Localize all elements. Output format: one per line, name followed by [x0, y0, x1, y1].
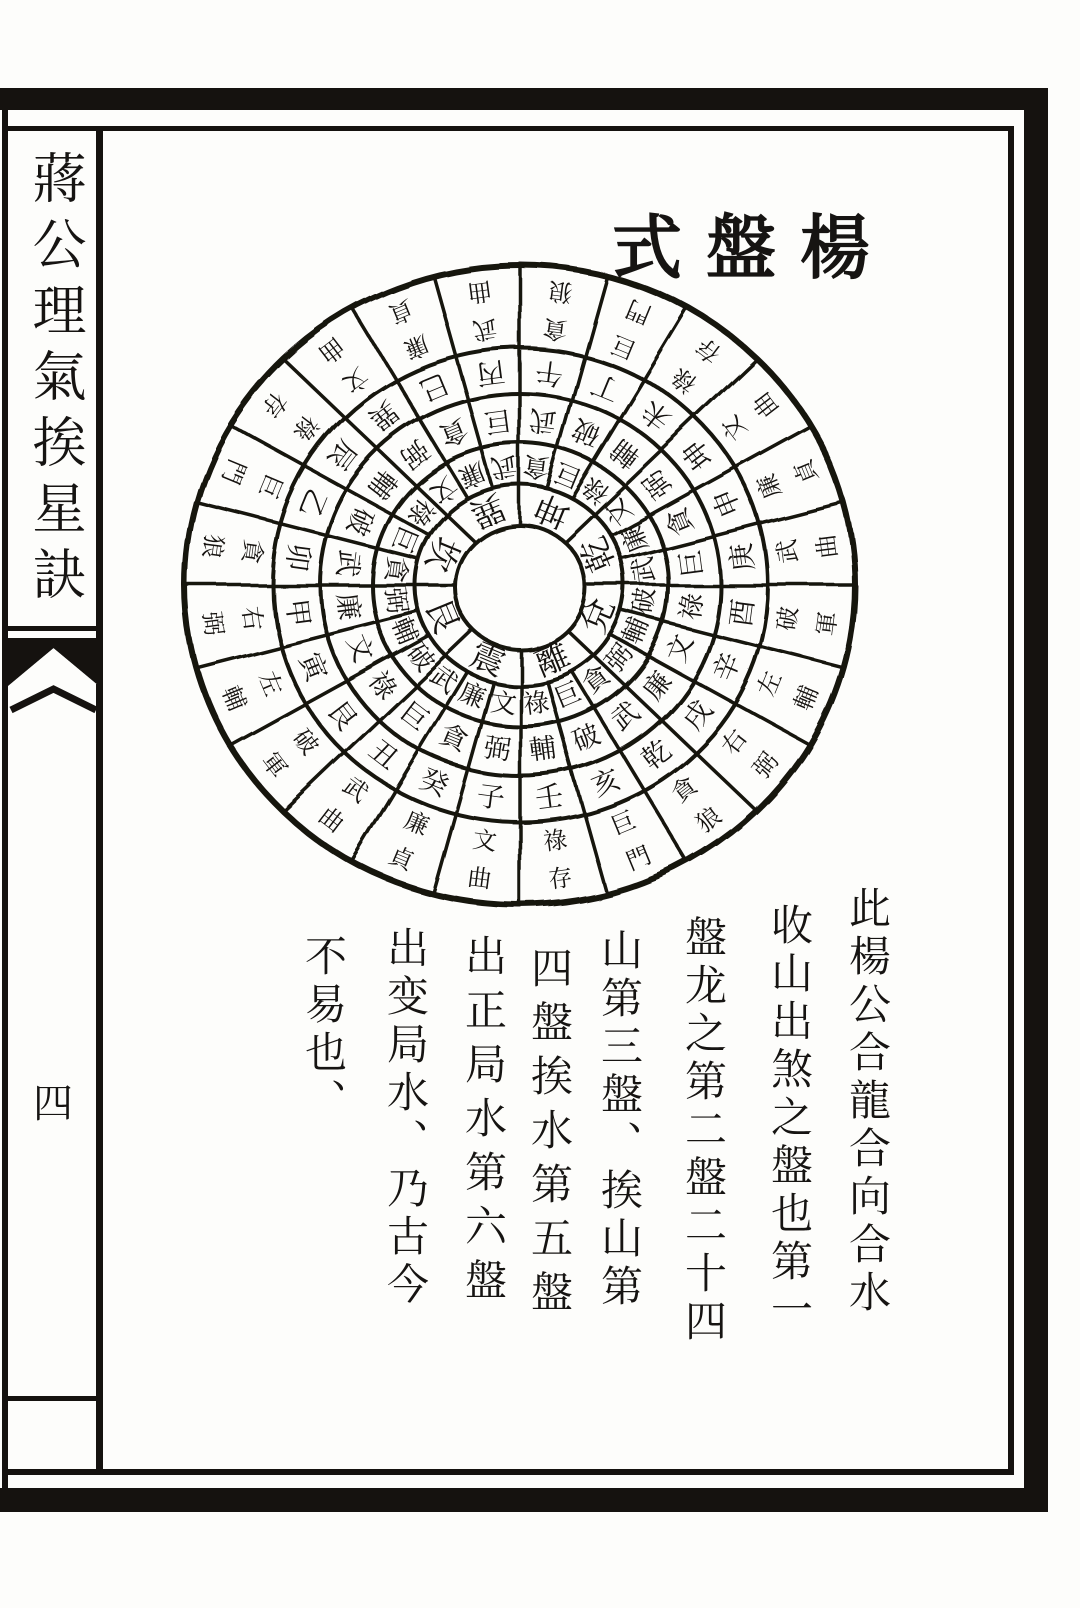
compass-ring-char: 軍 — [255, 747, 293, 784]
compass-ring-char: 弼 — [394, 432, 435, 474]
title-box-bottom-rule — [8, 626, 103, 631]
compass-ring-char: 巽 — [362, 393, 405, 437]
folio-page-number: 四 — [33, 1081, 73, 1127]
compass-ring-char: 弼 — [747, 747, 785, 784]
compass-ring-char: 丙 — [474, 354, 507, 392]
compass-ring-char: 輔 — [216, 681, 252, 715]
compass-ring-char: 巨 — [481, 403, 513, 438]
compass-ring-char: 兌 — [573, 592, 624, 640]
compass-ring-char: 破 — [568, 718, 605, 758]
compass-ring-char: 曲 — [465, 863, 494, 894]
compass-ring-char: 輔 — [617, 613, 655, 649]
compass-ring-char: 門 — [622, 294, 656, 330]
compass-ring-char: 震 — [464, 634, 511, 685]
compass-ring-char: 巨 — [606, 805, 640, 841]
compass-ring-char: 曲 — [811, 532, 843, 561]
compass-ring-char: 巳 — [415, 366, 454, 408]
compass-ring-char: 弼 — [599, 638, 640, 678]
compass-ring-char: 離 — [529, 634, 576, 685]
inner-frame-bottom — [8, 1469, 1014, 1475]
compass-ring-char: 右 — [715, 724, 753, 761]
compass-ring-char: 祿 — [675, 591, 710, 623]
compass-ring-char: 貪 — [435, 718, 472, 758]
compass-ring-char: 輔 — [361, 463, 403, 505]
compass-ring-char: 祿 — [521, 687, 552, 721]
compass-ring-char: 貪 — [521, 449, 552, 483]
margin-column-rule — [8, 1396, 98, 1401]
book-title: 蔣公理氣挨星訣 — [24, 150, 87, 612]
compass-ring-char: 右 — [236, 604, 268, 633]
compass-ring-char: 武 — [330, 547, 365, 579]
compass-ring-char: 壬 — [533, 778, 566, 816]
compass-ring-char: 武 — [337, 771, 374, 809]
compass-ring-char: 左 — [752, 667, 788, 701]
compass-ring-char: 弼 — [378, 585, 413, 616]
compass-sector-line — [566, 629, 594, 656]
compass-ring-char: 文 — [337, 361, 374, 399]
compass-ring-char: 文 — [488, 687, 519, 721]
compass-ring-char: 祿 — [541, 825, 569, 857]
compass-ring-char: 貪 — [541, 313, 569, 345]
compass-ring-char: 未 — [635, 393, 678, 437]
compass-ring-char: 武 — [527, 403, 559, 438]
compass-ring-char: 貪 — [577, 660, 616, 701]
compass-ring-char: 曲 — [313, 801, 350, 839]
compass-ring-char: 門 — [216, 455, 252, 489]
diagram-title: 式盤楊 — [612, 206, 894, 289]
text-column-1: 此楊公合龍合向合水 — [843, 886, 892, 1318]
compass-ring-char: 巨 — [550, 677, 586, 715]
compass-ring-char: 巨 — [550, 455, 586, 493]
compass-ring-char: 戌 — [676, 694, 720, 737]
compass-ring-char: 破 — [400, 638, 441, 678]
compass-ring-char: 巨 — [606, 329, 640, 365]
compass-ring-char: 巨 — [394, 696, 435, 738]
compass-ring-char: 辛 — [706, 647, 748, 687]
text-column-7: 出变局水、乃古今 — [381, 926, 430, 1310]
compass-ring-char: 破 — [287, 724, 325, 761]
compass-ring-char: 武 — [488, 449, 519, 483]
compass-ring-char: 廉 — [752, 469, 788, 503]
compass-ring-char: 貞 — [788, 455, 824, 489]
compass-ring-char: 狼 — [546, 276, 575, 307]
compass-ring-char: 狼 — [690, 801, 727, 839]
text-column-6: 出正局水第六盤 — [459, 934, 508, 1312]
compass-ring-char: 乙 — [292, 483, 334, 523]
compass-ring-char: 貞 — [384, 294, 418, 330]
compass-ring-char: 貪 — [435, 412, 472, 452]
compass-ring-char: 庚 — [723, 541, 761, 574]
compass-ring-char: 左 — [252, 667, 288, 701]
compass-ring-char: 廉 — [330, 591, 365, 623]
compass-ring-char: 武 — [471, 313, 499, 345]
compass-ring-char: 廉 — [400, 329, 434, 365]
inner-frame-right — [1008, 126, 1014, 1474]
compass-ring-char: 武 — [627, 554, 662, 585]
luopan-compass-diagram — [150, 235, 895, 937]
compass-ring-char: 武 — [772, 537, 804, 566]
compass-ring-char: 存 — [690, 331, 727, 369]
compass-ring-char: 祿 — [287, 409, 325, 446]
compass-ring-char: 坤 — [529, 485, 576, 536]
compass-ring-char: 坤 — [676, 433, 720, 476]
compass-ring-char: 破 — [568, 412, 605, 452]
compass-ring-char: 坎 — [416, 530, 467, 578]
compass-ring-char: 巽 — [464, 485, 511, 536]
compass-ring-char: 午 — [533, 354, 566, 392]
compass-ring-char: 寅 — [292, 647, 334, 687]
compass-ring-char: 破 — [627, 585, 662, 616]
compass-sector-line — [446, 629, 474, 656]
compass-ring-char: 存 — [546, 863, 575, 894]
compass-ring-char: 曲 — [313, 331, 350, 369]
compass-ring-char: 輔 — [605, 432, 646, 474]
frame-top-band — [0, 88, 1046, 110]
compass-ring-char: 文 — [471, 825, 499, 857]
compass-ring-char: 酉 — [723, 596, 761, 629]
compass-ring-char: 狼 — [197, 532, 229, 561]
compass-ring-char: 武 — [424, 660, 463, 701]
text-column-2: 收山出煞之盤也第一 — [765, 903, 814, 1335]
compass-ring-char: 廉 — [617, 521, 655, 557]
compass-ring-char: 辰 — [320, 433, 364, 476]
frame-right-band — [1024, 88, 1048, 1512]
compass-ring-char: 曲 — [747, 386, 785, 423]
compass-ring-char: 巨 — [675, 547, 710, 579]
compass-ring-char: 巨 — [252, 469, 288, 503]
compass-ring-char: 貪 — [378, 554, 413, 585]
compass-ring-char: 祿 — [666, 361, 703, 399]
compass-ring-char: 貪 — [661, 503, 701, 540]
compass-ring-char: 輔 — [385, 613, 423, 649]
compass-ring-char: 輔 — [788, 681, 824, 715]
compass-ring-char: 文 — [661, 630, 701, 667]
compass-ring-char: 文 — [424, 469, 463, 510]
compass-ring-char: 破 — [772, 604, 804, 633]
compass-ring-char: 巨 — [385, 521, 423, 557]
compass-ring-char: 輔 — [527, 732, 559, 767]
compass-sector-line — [446, 514, 474, 541]
text-column-4: 山第三盤、挨山第 — [595, 928, 644, 1312]
compass-ring-char: 文 — [715, 409, 753, 446]
compass-ring-char: 丁 — [586, 366, 625, 408]
compass-ring-char: 弼 — [481, 732, 513, 767]
compass-ring-char: 曲 — [465, 276, 494, 307]
compass-ring-char: 弼 — [197, 609, 229, 638]
compass-ring-char: 艮 — [416, 592, 467, 640]
compass-ring-char: 破 — [339, 503, 379, 540]
compass-ring-char: 祿 — [400, 492, 441, 532]
compass-ring-char: 祿 — [361, 665, 403, 707]
compass-ring-char: 廉 — [400, 805, 434, 841]
compass-ring-char: 弼 — [637, 463, 679, 505]
compass-ring-char: 廉 — [454, 455, 490, 493]
compass-ring-char: 貪 — [236, 537, 268, 566]
text-column-3: 盤龙之第二盤二十四 — [679, 915, 728, 1347]
compass-ring-char: 貪 — [666, 771, 703, 809]
compass-ring-char: 廉 — [637, 665, 679, 707]
compass-ring-char: 文 — [599, 492, 640, 532]
text-column-5: 四盤挨水第五盤 — [525, 946, 574, 1324]
compass-ring-char: 乾 — [635, 733, 678, 777]
compass-ring-char: 文 — [339, 630, 379, 667]
fishtail-marker-icon — [8, 632, 99, 722]
compass-ring-char: 丑 — [362, 733, 405, 777]
compass-ring-char: 廉 — [454, 677, 490, 715]
compass-ring-char: 亥 — [586, 762, 625, 804]
compass-ring-char: 軍 — [811, 609, 843, 638]
compass-ring-char: 卯 — [279, 541, 317, 574]
compass-ring-strokes — [185, 265, 855, 905]
frame-bottom-band — [0, 1488, 1048, 1512]
compass-ring-char: 貞 — [384, 840, 418, 876]
compass-ring-char: 乾 — [573, 530, 624, 578]
text-column-8: 不易也、 — [299, 934, 348, 1126]
compass-ring-char: 門 — [622, 840, 656, 876]
compass-ring-char: 武 — [605, 696, 646, 738]
compass-ring-char: 艮 — [320, 694, 364, 737]
compass-ring-char: 存 — [255, 386, 293, 423]
compass-sector-line — [566, 514, 594, 541]
inner-frame-top — [8, 126, 1014, 131]
compass-ring-char: 子 — [474, 778, 507, 816]
compass-ring-char: 癸 — [415, 762, 454, 804]
compass-ring-char: 甲 — [279, 596, 317, 629]
compass-ring-char: 申 — [706, 483, 748, 523]
compass-ring-char: 祿 — [577, 469, 616, 510]
